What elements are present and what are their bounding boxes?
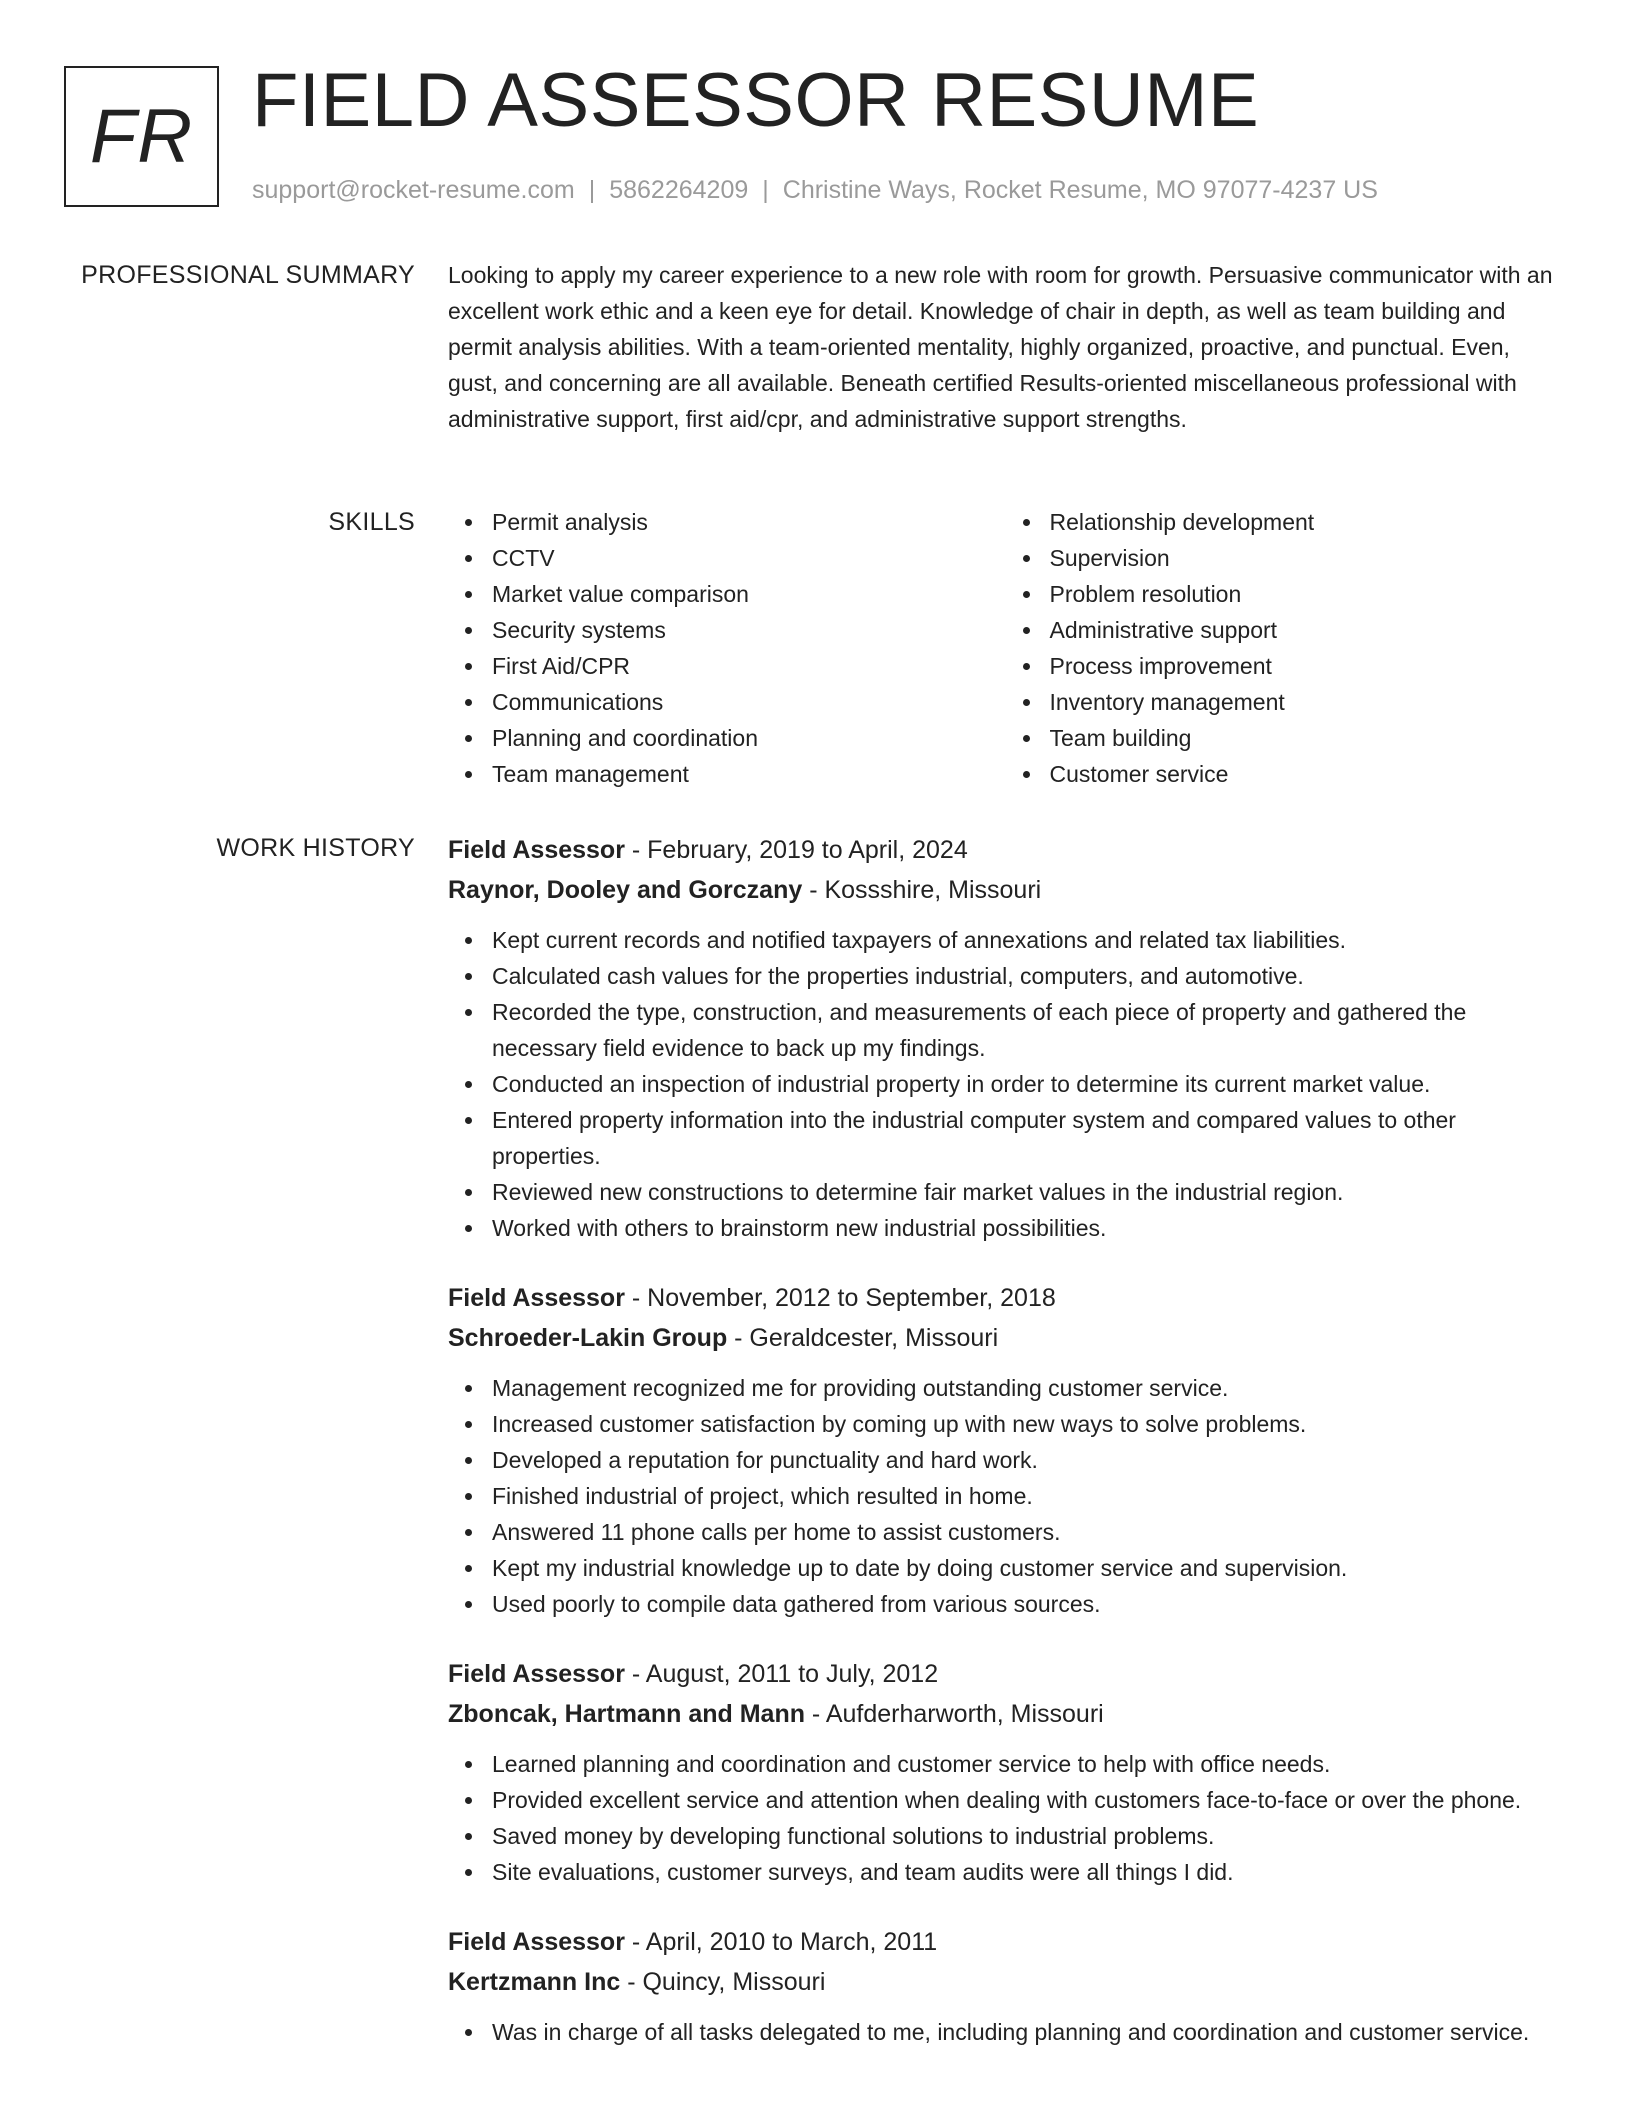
skill-item: First Aid/CPR [492, 648, 1006, 684]
skill-item: Market value comparison [492, 576, 1006, 612]
job-title-line [448, 1278, 1563, 1318]
job-duty: Worked with others to brainstorm new industrial possibilities. [492, 1210, 1563, 1246]
job-company-line [448, 1318, 1563, 1358]
skill-item: Team management [492, 756, 1006, 792]
job-duty: Was in charge of all tasks delegated to me, including planning and coordination and customer service. [492, 2014, 1563, 2050]
job-dates: - November, 2012 to September, 2018 [624, 1284, 1056, 1312]
skill-item: Team building [1050, 720, 1564, 756]
job-title-line [448, 830, 1563, 870]
job-company: Kertzmann Inc [448, 1968, 621, 1996]
skill-item: Customer service [1050, 756, 1564, 792]
skill-item: Problem resolution [1050, 576, 1564, 612]
job-duty: Kept current records and notified taxpayers of annexations and related tax liabilities. [492, 922, 1563, 958]
skill-item: Inventory management [1050, 684, 1564, 720]
work-history-heading: WORK HISTORY [216, 834, 415, 862]
job-duties-list [448, 922, 1563, 1246]
page-title: FIELD ASSESSOR RESUME [252, 58, 1260, 143]
job-entry [448, 1922, 1563, 2050]
job-duties-list [448, 2014, 1563, 2050]
job-dates: - February, 2019 to April, 2024 [624, 836, 968, 864]
job-company-line [448, 1694, 1563, 1734]
job-title: Field Assessor [448, 836, 625, 864]
job-company: Zboncak, Hartmann and Mann [448, 1700, 805, 1728]
job-title: Field Assessor [448, 1660, 625, 1688]
contact-line [252, 174, 1378, 206]
job-duty: Finished industrial of project, which resulted in home. [492, 1478, 1563, 1514]
skill-item: Relationship development [1050, 504, 1564, 540]
skills-list-right [1006, 504, 1564, 792]
job-duty: Management recognized me for providing outstanding customer service. [492, 1370, 1563, 1406]
job-title: Field Assessor [448, 1928, 625, 1956]
job-duties-list [448, 1746, 1563, 1890]
job-entry [448, 1654, 1563, 1890]
contact-separator: | [762, 176, 769, 204]
summary-text: Looking to apply my career experience to a new role with room for growth. Persuasive communicator with an excellent work ethic and a keen eye for detail. Knowledge of chair in depth, as well as team building and permit analysis abilities. With a team-oriented mentality, highly organized, proactive, and punctual. Even, gust, and concerning are all available. Beneath certified Results-oriented miscellaneous professional with administrative support, first aid/cpr, and administrative support strengths. [448, 262, 1553, 432]
job-title: Field Assessor [448, 1284, 625, 1312]
job-company: Raynor, Dooley and Gorczany [448, 876, 803, 904]
job-duty: Learned planning and coordination and customer service to help with office needs. [492, 1746, 1563, 1782]
job-duty: Conducted an inspection of industrial property in order to determine its current market value. [492, 1066, 1563, 1102]
job-duties-list [448, 1370, 1563, 1622]
job-duty: Provided excellent service and attention when dealing with customers face-to-face or over the phone. [492, 1782, 1563, 1818]
skill-item: Process improvement [1050, 648, 1564, 684]
job-location: - Geraldcester, Missouri [727, 1324, 999, 1352]
job-location: - Aufderharworth, Missouri [804, 1700, 1104, 1728]
skill-item: Supervision [1050, 540, 1564, 576]
job-duty: Recorded the type, construction, and measurements of each piece of property and gathered the necessary field evidence to back up my findings. [492, 994, 1563, 1066]
job-location: - Kossshire, Missouri [802, 876, 1042, 904]
skill-item: Planning and coordination [492, 720, 1006, 756]
job-duty: Answered 11 phone calls per home to assist customers. [492, 1514, 1563, 1550]
job-company: Schroeder-Lakin Group [448, 1324, 728, 1352]
job-duty: Increased customer satisfaction by coming up with new ways to solve problems. [492, 1406, 1563, 1442]
job-duty: Used poorly to compile data gathered from various sources. [492, 1586, 1563, 1622]
job-duty: Calculated cash values for the properties industrial, computers, and automotive. [492, 958, 1563, 994]
skill-item: Permit analysis [492, 504, 1006, 540]
summary-heading: PROFESSIONAL SUMMARY [81, 261, 415, 289]
job-duty: Entered property information into the industrial computer system and compared values to other properties. [492, 1102, 1563, 1174]
job-company-line [448, 1962, 1563, 2002]
job-duty: Reviewed new constructions to determine fair market values in the industrial region. [492, 1174, 1563, 1210]
job-duty: Site evaluations, customer surveys, and team audits were all things I did. [492, 1854, 1563, 1890]
job-duty: Developed a reputation for punctuality and hard work. [492, 1442, 1563, 1478]
skills-heading: SKILLS [328, 508, 415, 536]
job-entry [448, 1278, 1563, 1622]
job-company-line [448, 870, 1563, 910]
job-duty: Saved money by developing functional solutions to industrial problems. [492, 1818, 1563, 1854]
contact-separator: | [588, 176, 596, 204]
skills-list-left [448, 504, 1006, 792]
job-dates: - August, 2011 to July, 2012 [624, 1660, 939, 1688]
monogram-logo: FR [64, 66, 219, 207]
contact-address: Christine Ways, Rocket Resume, MO 97077-4237 US [782, 176, 1378, 204]
skill-item: CCTV [492, 540, 1006, 576]
contact-email: support@rocket-resume.com [252, 176, 575, 204]
job-dates: - April, 2010 to March, 2011 [624, 1928, 938, 1956]
job-duty: Kept my industrial knowledge up to date by doing customer service and supervision. [492, 1550, 1563, 1586]
job-title-line [448, 1922, 1563, 1962]
job-entry [448, 830, 1563, 1246]
job-location: - Quincy, Missouri [620, 1968, 826, 1996]
skill-item: Security systems [492, 612, 1006, 648]
contact-phone: 5862264209 [609, 176, 749, 204]
skill-item: Communications [492, 684, 1006, 720]
job-title-line [448, 1654, 1563, 1694]
skill-item: Administrative support [1050, 612, 1564, 648]
